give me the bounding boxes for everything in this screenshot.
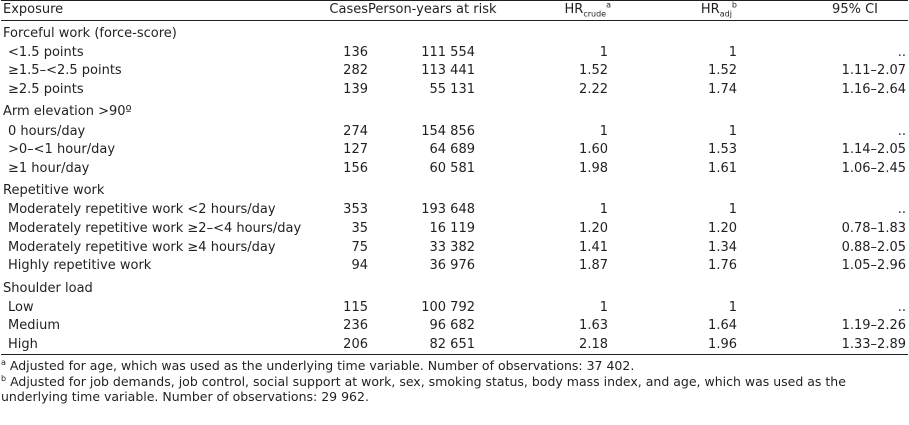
table-row	[1, 201, 908, 220]
hr-adj-cell: 1	[728, 202, 737, 218]
group-title: Repetitive work	[3, 183, 105, 199]
person-years-cell: 60 581	[429, 160, 475, 176]
row-label: <1.5 points	[8, 44, 84, 60]
table-row	[1, 122, 908, 141]
row-label: ≥2.5 points	[8, 82, 84, 98]
ci-cell: 1.06–2.45	[841, 160, 906, 176]
row-label: Moderately repetitive work <2 hours/day	[8, 202, 276, 218]
cases-cell: 282	[343, 63, 368, 79]
group-title: Shoulder load	[3, 280, 93, 296]
person-years-cell: 82 651	[429, 337, 475, 353]
hr-crude-cell: 1.52	[579, 63, 608, 79]
person-years-cell: 64 689	[429, 142, 475, 158]
person-years-cell: 111 554	[421, 44, 475, 60]
table-row	[1, 44, 908, 63]
hr-adj-cell: 1	[728, 299, 737, 315]
footnote	[1, 374, 909, 404]
row-label: Medium	[8, 318, 60, 334]
cases-cell: 75	[351, 239, 368, 255]
footnote	[1, 358, 909, 373]
group-header-row	[1, 99, 908, 122]
hr-adj-cell: 1	[728, 44, 737, 60]
hr-crude-cell: 1.60	[579, 142, 608, 158]
row-label: ≥1.5–<2.5 points	[8, 63, 122, 79]
cases-cell: 274	[343, 123, 368, 139]
ci-cell: 1.11–2.07	[841, 63, 906, 79]
ci-cell: 1.05–2.96	[841, 258, 906, 274]
row-label: 0 hours/day	[8, 123, 86, 139]
group-title: Arm elevation >90º	[3, 104, 132, 120]
ci-cell: ..	[897, 123, 906, 139]
table-row	[1, 317, 908, 336]
cases-cell: 127	[343, 142, 368, 158]
hr-crude-cell: 1	[599, 123, 608, 139]
row-label: High	[8, 337, 38, 353]
row-label: Low	[8, 299, 34, 315]
header-row	[1, 1, 908, 21]
person-years-cell: 100 792	[421, 299, 475, 315]
row-label: Highly repetitive work	[8, 258, 152, 274]
hr-adj-cell: 1.52	[708, 63, 737, 79]
row-label: Moderately repetitive work ≥2–<4 hours/day	[8, 221, 302, 237]
table-body	[1, 20, 908, 355]
group-header-row	[1, 178, 908, 201]
table-row	[1, 238, 908, 257]
hazard-ratio-table	[1, 0, 908, 355]
person-years-cell: 16 119	[429, 221, 475, 237]
cases-cell: 35	[351, 221, 368, 237]
ci-cell: 0.78–1.83	[841, 221, 906, 237]
cases-cell: 94	[351, 258, 368, 274]
footnote-mark: b	[1, 374, 7, 384]
ci-cell: ..	[897, 202, 906, 218]
person-years-cell: 154 856	[421, 123, 475, 139]
hr-crude-cell: 1	[599, 44, 608, 60]
hr-adj-cell: 1.53	[708, 142, 737, 158]
table-row	[1, 299, 908, 318]
hr-adj-cell: 1.64	[708, 318, 737, 334]
footnote-text: Adjusted for job demands, job control, social support at work, sex, smoking status, body mass index, and age, which was used as the underlying time variable. Number of observations: 29 962.	[1, 374, 846, 405]
header-ci: 95% CI	[832, 2, 878, 18]
table-row	[1, 336, 908, 355]
ci-cell: 1.16–2.64	[841, 82, 906, 98]
cases-cell: 236	[343, 318, 368, 334]
person-years-cell: 113 441	[421, 63, 475, 79]
ci-cell: 1.14–2.05	[841, 142, 906, 158]
hr-adj-cell: 1.96	[708, 337, 737, 353]
group-title: Forceful work (force-score)	[3, 25, 177, 41]
person-years-cell: 36 976	[429, 258, 475, 274]
hr-crude-cell: 1	[599, 202, 608, 218]
header-person-years: Person-years at risk	[368, 2, 497, 18]
footnote-mark: a	[1, 358, 6, 368]
hr-crude-cell: 1.41	[579, 239, 608, 255]
hr-crude-cell: 1	[599, 299, 608, 315]
table-row	[1, 81, 908, 100]
row-label: ≥1 hour/day	[8, 160, 90, 176]
cases-cell: 353	[343, 202, 368, 218]
person-years-cell: 55 131	[429, 82, 475, 98]
header-cases: Cases	[329, 2, 368, 18]
header-hr-adj: $HR_{adj}^b$	[700, 0, 737, 19]
ci-cell: ..	[897, 44, 906, 60]
table-row	[1, 141, 908, 160]
ci-cell: ..	[897, 299, 906, 315]
person-years-cell: 96 682	[429, 318, 475, 334]
cases-cell: 206	[343, 337, 368, 353]
person-years-cell: 33 382	[429, 239, 475, 255]
cases-cell: 156	[343, 160, 368, 176]
footnotes	[0, 358, 909, 404]
cases-cell: 115	[343, 299, 368, 315]
table-row	[1, 257, 908, 276]
hr-adj-cell: 1.61	[708, 160, 737, 176]
hr-crude-cell: 2.22	[579, 82, 608, 98]
ci-cell: 1.19–2.26	[841, 318, 906, 334]
group-header-row	[1, 276, 908, 299]
person-years-cell: 193 648	[421, 202, 475, 218]
cases-cell: 136	[343, 44, 368, 60]
hr-adj-cell: 1.34	[708, 239, 737, 255]
table-row	[1, 62, 908, 81]
hr-crude-cell: 1.98	[579, 160, 608, 176]
hr-adj-cell: 1.76	[708, 258, 737, 274]
header-hr-crude: $HR_{crude}^a$	[564, 0, 611, 19]
hr-crude-cell: 1.63	[579, 318, 608, 334]
cases-cell: 139	[343, 82, 368, 98]
hr-adj-cell: 1.20	[708, 221, 737, 237]
hr-crude-cell: 1.20	[579, 221, 608, 237]
header-exposure: Exposure	[3, 2, 64, 18]
ci-cell: 0.88–2.05	[841, 239, 906, 255]
hr-adj-cell: 1.74	[708, 82, 737, 98]
row-label: Moderately repetitive work ≥4 hours/day	[8, 239, 276, 255]
footnote-text: Adjusted for age, which was used as the underlying time variable. Number of observations: 37 402.	[9, 358, 635, 374]
table-row	[1, 160, 908, 179]
ci-cell: 1.33–2.89	[841, 337, 906, 353]
hr-crude-cell: 2.18	[579, 337, 608, 353]
hr-adj-cell: 1	[728, 123, 737, 139]
row-label: >0–<1 hour/day	[8, 142, 116, 158]
hr-crude-cell: 1.87	[579, 258, 608, 274]
table-row	[1, 220, 908, 239]
group-header-row	[1, 20, 908, 44]
